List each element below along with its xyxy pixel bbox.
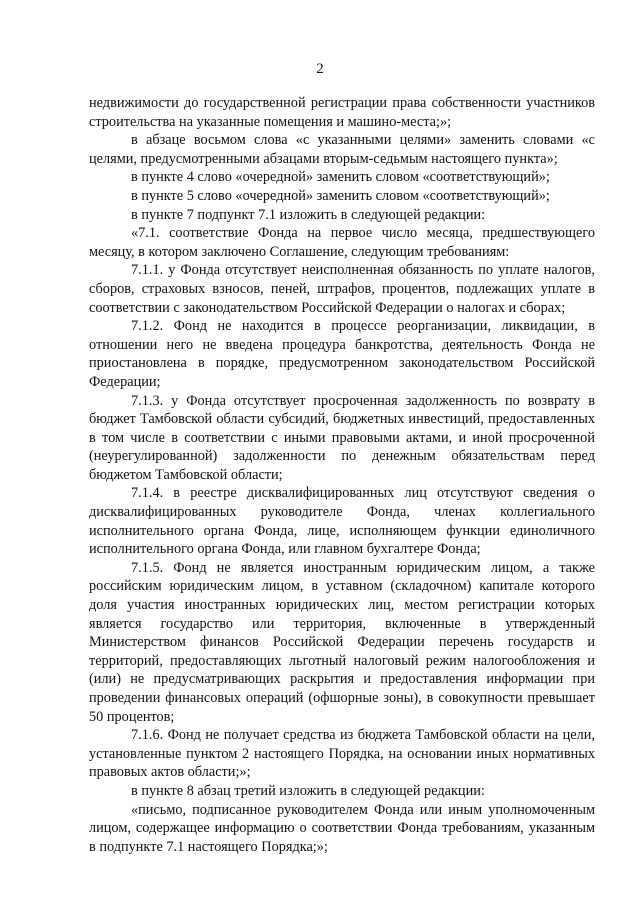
paragraph-continuation: недвижимости до государственной регистрации права собственности участников строительства на указанные помещения и машино-места;»; bbox=[89, 95, 595, 130]
paragraph: в абзаце восьмом слова «с указанными целями» заменить словами «с целями, предусмотренными абзацами вторым-седьмым настоящего пункта»; bbox=[89, 132, 595, 167]
paragraph: 7.1.4. в реестре дисквалифицированных лиц отсутствуют сведения о дисквалифицированных руководителе Фонда, членах коллегиального исполнительного органа Фонда, лице, исполняющем функции единоличного исполнительного органа Фонда, или главном бухгалтере Фонда; bbox=[89, 485, 595, 558]
paragraph: «письмо, подписанное руководителем Фонда или иным уполномоченным лицом, содержащее информацию о соответствии Фонда требованиям, указанным в подпункте 7.1 настоящего Порядка;»; bbox=[89, 801, 595, 855]
page-number: 2 bbox=[316, 61, 324, 77]
paragraph: 7.1.2. Фонд не находится в процессе реорганизации, ликвидации, в отношении него не введена процедура банкротства, деятельность Фонда не приостановлена в порядке, предусмотренном законодательством Российской Федерации; bbox=[89, 318, 595, 390]
paragraph: 7.1.6. Фонд не получает средства из бюджета Тамбовской области на цели, установленные пунктом 2 настоящего Порядка, на основании иных нормативных правовых актов области;»; bbox=[89, 727, 595, 781]
paragraph: в пункте 4 слово «очередной» заменить словом «соответствующий»; bbox=[131, 169, 550, 186]
paragraph: «7.1. соответствие Фонда на первое число месяца, предшествующего месяцу, в котором заключено Соглашение, следующим требованиям: bbox=[89, 225, 595, 260]
paragraph: в пункте 8 абзац третий изложить в следующей редакции: bbox=[131, 782, 485, 799]
paragraph: 7.1.5. Фонд не является иностранным юридическим лицом, а также российским юридическим лицом, в уставном (складочном) капитале которого доля участия иностранных юридических лиц, местом регистрации которых является государство или территория, включенные в утвержденный Министерством финансов Российской Федерации перечень государств и территорий, предоставляющих льготный налоговый режим налогообложения и (или) не предусматривающих раскрытия и предоставления информации при проведении финансовых операций (офшорные зоны), в совокупности превышает 50 процентов; bbox=[89, 559, 595, 725]
paragraph: в пункте 7 подпункт 7.1 изложить в следующей редакции: bbox=[131, 206, 486, 223]
document-body bbox=[89, 94, 595, 856]
paragraph: 7.1.3. у Фонда отсутствует просроченная задолженность по возврату в бюджет Тамбовской области субсидий, бюджетных инвестиций, предоставленных в том числе в соответствии с иными правовыми актами, и иной просроченной (неурегулированной) задолженности по денежным обязательствам перед бюджетом Тамбовской области; bbox=[89, 392, 595, 483]
paragraph: 7.1.1. у Фонда отсутствует неисполненная обязанность по уплате налогов, сборов, страховых взносов, пеней, штрафов, процентов, подлежащих уплате в соответствии с законодательством Российской Федерации о налогах и сборах; bbox=[89, 262, 595, 316]
paragraph: в пункте 5 слово «очередной» заменить словом «соответствующий»; bbox=[131, 187, 550, 204]
